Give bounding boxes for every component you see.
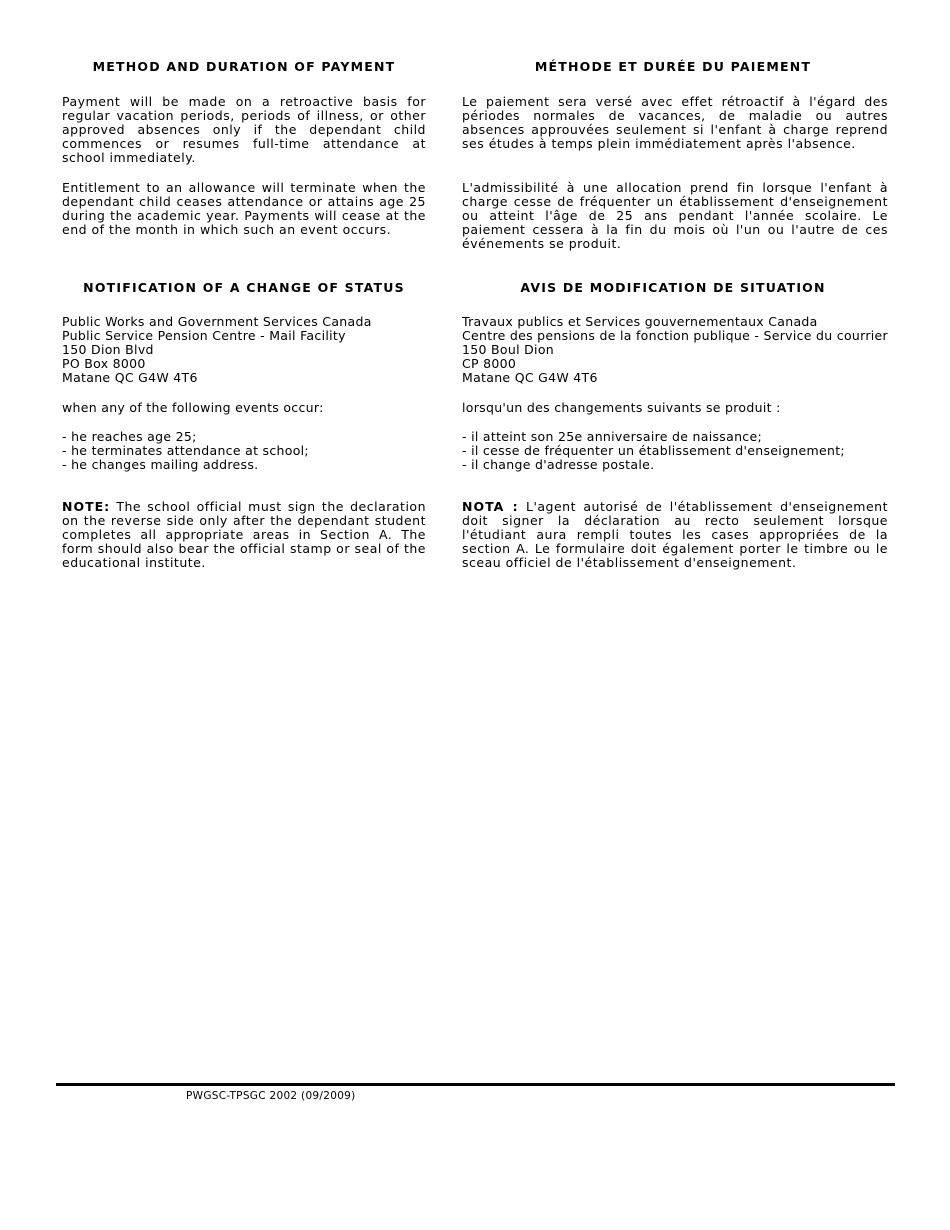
form-code: PWGSC-TPSGC 2002 (09/2009) bbox=[186, 1090, 356, 1102]
note-text: L'agent autorisé de l'établissement d'enseignement doit signer la déclaration au recto seulement lorsque l'étudiant aura rempli toutes les cases appropriées de la section A. Le formulaire doit également porter le timbre ou le sceau officiel de l'établissement d'enseignement. bbox=[462, 499, 888, 570]
payment-heading-fr: MÉTHODE ET DURÉE DU PAIEMENT bbox=[534, 59, 812, 74]
notification-heading-fr: AVIS DE MODIFICATION DE SITUATION bbox=[520, 280, 826, 295]
address-line: Matane QC G4W 4T6 bbox=[462, 369, 598, 385]
address-line: Matane QC G4W 4T6 bbox=[62, 369, 198, 385]
footer-divider bbox=[56, 1083, 895, 1086]
address-line: 150 Boul Dion bbox=[462, 341, 554, 357]
address-line: Travaux publics et Services gouvernementaux Canada bbox=[462, 314, 818, 329]
address-line: CP 8000 bbox=[462, 355, 517, 371]
events-intro-en bbox=[62, 401, 426, 415]
list-item: - il change d'adresse postale. bbox=[462, 456, 655, 472]
address-line: PO Box 8000 bbox=[62, 355, 146, 371]
payment-paragraph-2-fr: L'admissibilité à une allocation prend fin lorsque l'enfant à charge cesse de fréquenter un établissement d'enseignement ou atteint l'âge de 25 ans pendant l'année scolaire. Le paiement cessera à la fin du mois où l'un ou l'autre de ces événements se produit. bbox=[462, 180, 888, 251]
note-en bbox=[62, 500, 426, 570]
events-intro-fr bbox=[462, 401, 894, 415]
events-list-fr bbox=[462, 430, 894, 472]
list-item: - he changes mailing address. bbox=[62, 456, 259, 472]
notification-heading-en: NOTIFICATION OF A CHANGE OF STATUS bbox=[83, 280, 405, 295]
note-text: The school official must sign the declaration on the reverse side only after the dependant student completes all appropriate areas in Section A. The form should also bear the official stamp or seal of the educational institute. bbox=[62, 499, 426, 570]
note-fr bbox=[462, 500, 888, 570]
payment-paragraph-2-en: Entitlement to an allowance will terminate when the dependant child ceases attendance or attains age 25 during the academic year. Payments will cease at the end of the month in which such an event occurs. bbox=[62, 180, 426, 237]
list-item: - he terminates attendance at school; bbox=[62, 442, 309, 458]
events-intro-text: when any of the following events occur: bbox=[62, 400, 324, 415]
list-item: - he reaches age 25; bbox=[62, 429, 197, 444]
events-intro-text: lorsqu'un des changements suivants se produit : bbox=[462, 400, 781, 415]
address-line: Centre des pensions de la fonction publique - Service du courrier bbox=[462, 327, 888, 343]
list-item: - il atteint son 25e anniversaire de naissance; bbox=[462, 429, 762, 444]
address-block-fr bbox=[462, 315, 894, 385]
note-label: NOTA : bbox=[462, 499, 519, 514]
address-block-en bbox=[62, 315, 426, 385]
address-line: Public Service Pension Centre - Mail Facility bbox=[62, 327, 346, 343]
address-line: 150 Dion Blvd bbox=[62, 341, 154, 357]
payment-paragraph-1-en: Payment will be made on a retroactive basis for regular vacation periods, periods of illness, or other approved absences only if the dependant child commences or resumes full-time attendance at school immediately. bbox=[62, 94, 426, 165]
events-list-en bbox=[62, 430, 426, 472]
payment-heading-en: METHOD AND DURATION OF PAYMENT bbox=[92, 59, 396, 74]
note-label: NOTE: bbox=[62, 499, 111, 514]
payment-paragraph-1-fr: Le paiement sera versé avec effet rétroactif à l'égard des périodes normales de vacances, de maladie ou autres absences approuvées seulement si l'enfant à charge reprend ses études à temps plein immédiatement après l'absence. bbox=[462, 94, 888, 151]
list-item: - il cesse de fréquenter un établissement d'enseignement; bbox=[462, 442, 845, 458]
address-line: Public Works and Government Services Canada bbox=[62, 314, 372, 329]
